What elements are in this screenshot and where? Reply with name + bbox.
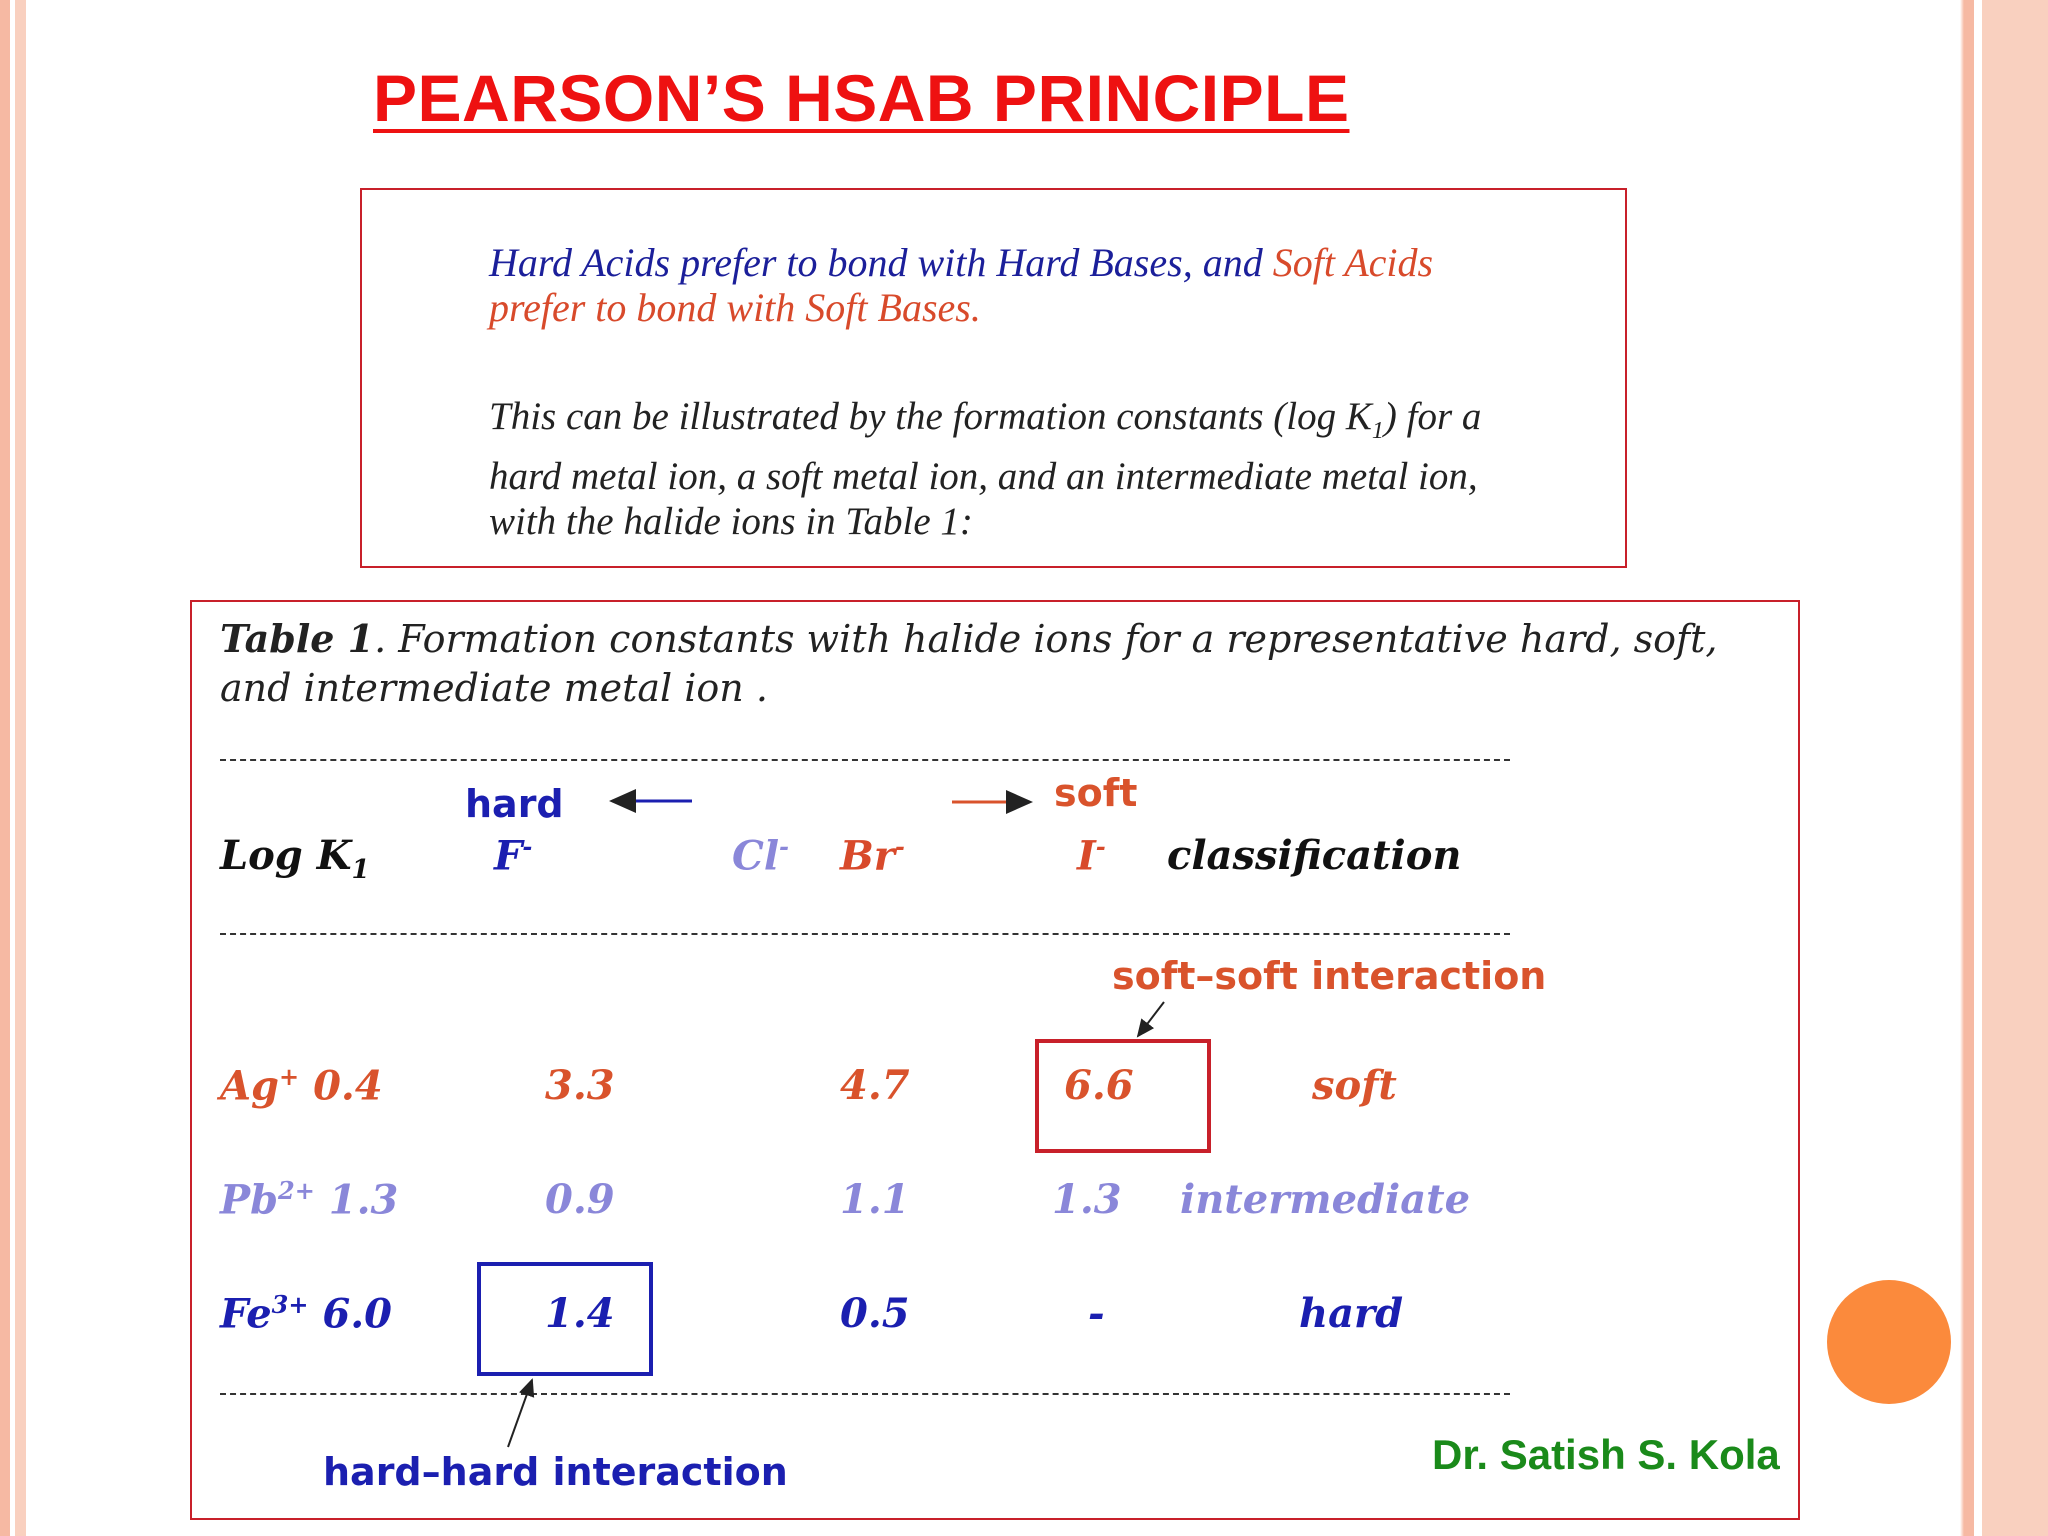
- table-box: [190, 600, 1800, 1520]
- header-br-charge: -: [894, 832, 905, 861]
- para-text-b: ) for a hard metal ion, a soft metal ion, and an intermediate metal ion, with the halide ions in Table 1:: [489, 395, 1482, 543]
- header-classification: classification: [1167, 832, 1462, 879]
- row-ag-k: 0.4: [313, 1062, 383, 1110]
- soft-direction-label: soft: [1054, 771, 1138, 815]
- table-caption-text: . Formation constants with halide ions for a representative hard, soft, and intermediate metal ion .: [220, 617, 1718, 710]
- header-cl-charge: -: [779, 832, 789, 861]
- intro-box: [360, 188, 1627, 568]
- header-f-charge: -: [522, 832, 533, 861]
- row-fe-class: hard: [1299, 1290, 1404, 1337]
- row-fe-cl: 0.5: [840, 1290, 910, 1337]
- row-fe-charge: 3+: [271, 1290, 309, 1319]
- row-pb-cl: 1.1: [840, 1176, 910, 1223]
- row-pb-symbol: Pb: [220, 1176, 279, 1224]
- row-fe-br: -: [1088, 1290, 1105, 1337]
- header-cl-text: Cl: [732, 832, 780, 880]
- row-ag-f: 3.3: [545, 1062, 615, 1109]
- row-ag-br: 6.6: [1064, 1062, 1134, 1109]
- row-fe-k: 6.0: [322, 1290, 393, 1338]
- author-credit: Dr. Satish S. Kola: [1432, 1431, 1780, 1478]
- annotation-arrows: [192, 602, 1802, 1522]
- row-fe-symbol: Fe: [220, 1290, 272, 1338]
- row-pb-charge: 2+: [278, 1176, 315, 1205]
- para-subscript: 1: [1371, 417, 1384, 444]
- soft-statement: Soft Acids prefer to bond with Soft Bases.: [489, 240, 1434, 330]
- row-ag-class: soft: [1312, 1062, 1397, 1109]
- header-br-text: Br: [840, 832, 895, 880]
- row-pb-f: 0.9: [545, 1176, 615, 1223]
- row-ag-symbol: Ag: [220, 1062, 280, 1110]
- header-log-k-sub: 1: [351, 855, 370, 885]
- soft-soft-pointer-icon: [1138, 1002, 1164, 1036]
- hard-hard-pointer-icon: [508, 1380, 532, 1447]
- header-i-text: I: [1077, 832, 1096, 880]
- row-ag-cl: 4.7: [840, 1062, 910, 1109]
- decorative-orange-circle: [1827, 1280, 1951, 1404]
- hard-hard-label: hard–hard interaction: [323, 1450, 788, 1494]
- slide-title: PEARSON’S HSAB PRINCIPLE: [373, 61, 1350, 135]
- principle-statement: [489, 240, 1519, 330]
- header-log-k-text: Log K: [220, 832, 352, 879]
- row-pb-br: 1.3: [1052, 1176, 1122, 1223]
- header-f-text: F: [494, 832, 523, 880]
- right-border-decoration: [1960, 0, 2048, 1536]
- left-border-decoration: [0, 0, 26, 1536]
- row-ag-charge: +: [279, 1062, 300, 1091]
- row-fe-f: 1.4: [545, 1290, 615, 1337]
- row-pb-k: 1.3: [328, 1176, 399, 1224]
- table-caption-label: Table 1: [220, 616, 375, 661]
- row-pb-class: intermediate: [1180, 1176, 1471, 1223]
- soft-soft-label: soft–soft interaction: [1112, 954, 1547, 998]
- header-i-charge: -: [1095, 832, 1106, 861]
- hard-statement: Hard Acids prefer to bond with Hard Bases, and: [489, 240, 1273, 285]
- illustration-paragraph: [489, 394, 1519, 544]
- para-text-a: This can be illustrated by the formation constants (log K: [489, 395, 1372, 438]
- hard-direction-label: hard: [465, 782, 564, 826]
